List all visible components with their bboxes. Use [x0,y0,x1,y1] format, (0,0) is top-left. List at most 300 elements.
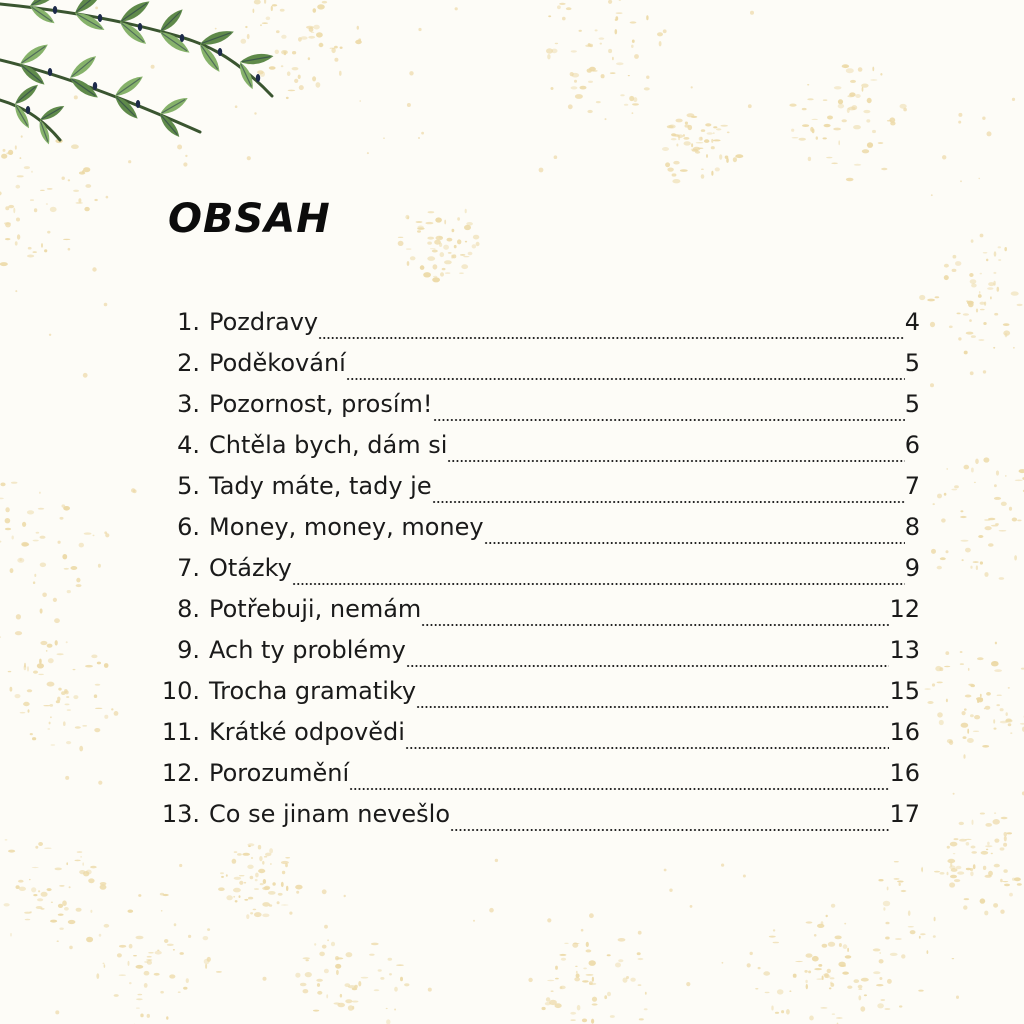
speckle [319,952,325,957]
speckle [432,277,440,282]
speckle [104,303,108,307]
speckle [586,974,594,976]
speckle [447,238,453,242]
speckle [59,928,63,930]
speckle [44,249,47,252]
speckle [244,882,246,884]
speckle [600,43,602,45]
speckle [386,1008,388,1009]
speckle [336,957,343,959]
speckle [137,994,142,996]
speckle [22,522,26,527]
speckle [545,1002,551,1005]
speckle [317,4,325,9]
speckle [969,273,973,277]
speckle [459,273,464,274]
speckle [42,593,47,598]
speckle [570,1012,576,1015]
speckle [979,178,980,179]
speckle [235,900,238,902]
speckle [999,530,1007,531]
speckle [57,653,64,655]
speckle [129,982,132,984]
speckle [591,1019,594,1024]
speckle [610,1015,615,1018]
speckle [1011,291,1019,295]
speckle [971,239,974,242]
speckle [311,32,315,33]
speckle [91,655,97,659]
speckle [417,226,423,230]
speckle [79,543,84,548]
speckle [978,294,982,298]
speckle [44,848,52,849]
speckle [316,82,321,88]
speckle [831,904,835,908]
speckle [945,651,949,655]
speckle [707,132,713,135]
speckle [251,857,253,859]
speckle [359,100,361,102]
speckle [136,998,143,1000]
speckle [966,868,971,870]
speckle [946,550,949,553]
speckle [59,885,64,886]
speckle [0,636,1,638]
speckle [84,207,89,211]
speckle [663,29,667,33]
speckle [998,259,1001,261]
speckle [580,86,587,90]
speckle [1003,323,1010,326]
speckle [1020,723,1024,725]
speckle [16,218,20,222]
speckle [47,231,50,234]
olive-leaf [112,93,141,122]
speckle [316,979,323,982]
speckle [686,982,690,986]
speckle [39,659,42,664]
toc-entry-number: 11. [161,718,200,746]
speckle [473,920,475,922]
speckle [396,964,404,966]
speckle [789,990,791,992]
speckle [934,871,940,873]
speckle [638,931,642,935]
speckle [76,908,82,912]
speckle [983,457,989,462]
speckle [971,851,977,854]
speckle [587,110,592,113]
speckle [5,518,11,523]
speckle [974,482,976,483]
toc-entry-number: 7. [177,554,200,582]
speckle [878,142,884,144]
speckle [971,335,976,338]
speckle [806,921,813,923]
speckle [104,663,109,668]
speckle [967,729,969,734]
speckle [40,563,46,568]
speckle [99,934,102,937]
speckle [814,968,822,970]
speckle [1019,469,1024,473]
speckle [33,894,37,896]
speckle [662,147,669,151]
speckle [947,872,949,876]
speckle [40,908,44,909]
toc-entry-number: 3. [177,390,200,418]
speckle [659,41,662,46]
speckle [930,322,935,327]
speckle [466,222,473,226]
speckle [596,101,601,103]
speckle [100,882,107,885]
speckle [811,119,818,120]
speckle [592,977,594,982]
speckle [887,979,892,984]
speckle [773,929,775,931]
toc-dot-leader [421,624,889,626]
speckle [73,669,76,670]
speckle [27,689,32,692]
speckle [559,954,566,956]
speckle [34,574,36,577]
speckle [840,965,847,967]
speckle [281,882,284,887]
speckle [812,129,815,134]
speckle [878,879,883,881]
speckle [873,948,881,951]
speckle [260,883,264,885]
speckle [555,43,558,44]
speckle [54,618,60,623]
speckle [19,887,26,891]
speckle [358,981,361,986]
speckle [607,954,611,956]
speckle [270,863,272,865]
speckle [47,682,55,687]
speckle [671,133,676,136]
speckle [285,857,290,858]
speckle [701,169,704,170]
speckle [50,716,52,718]
speckle [33,581,35,584]
speckle [990,296,992,299]
speckle [867,98,872,103]
speckle [557,5,561,9]
speckle [378,969,382,971]
speckle [560,986,566,990]
toc-entry-page-number: 17 [889,800,920,828]
speckle [966,842,970,846]
speckle [576,974,580,978]
speckle [389,973,392,975]
speckle [957,871,964,874]
speckle [10,568,14,573]
speckle [371,943,379,946]
speckle [38,674,44,675]
speckle [952,269,957,272]
speckle [589,981,593,985]
speckle [472,244,477,248]
speckle [994,251,997,256]
speckle [457,217,460,220]
speckle [444,220,446,225]
speckle [795,961,803,962]
toc-entry [150,349,920,390]
speckle [15,631,22,635]
speckle [234,877,241,880]
speckle [933,935,936,938]
speckle [860,1006,865,1011]
toc-entry [150,759,920,800]
speckle [62,554,67,559]
speckle [331,942,335,947]
speckle [1004,884,1010,887]
speckle [344,895,346,897]
speckle [672,173,677,176]
speckle [984,302,986,306]
speckle [575,94,583,99]
speckle [645,992,647,995]
speckle [0,191,2,196]
speckle [1012,518,1017,522]
speckle [750,11,754,15]
speckle [899,883,901,886]
speckle [985,706,991,710]
speckle [644,87,650,90]
speckle [952,958,955,959]
speckle [826,157,832,159]
speckle [850,80,856,83]
olive-leaf [17,61,47,88]
speckle [680,169,688,172]
toc-entry [150,431,920,472]
speckle [147,960,152,964]
speckle [1008,687,1010,688]
speckle [340,47,343,49]
speckle [418,137,420,139]
speckle [965,839,972,840]
speckle [975,459,979,465]
speckle [999,577,1005,580]
speckle [634,54,639,59]
speckle [692,149,699,151]
speckle [683,137,689,140]
speckle [949,865,955,869]
speckle [262,914,269,918]
speckle [95,684,101,686]
speckle [77,851,83,853]
toc-entry-page-number: 12 [889,595,920,623]
speckle [559,3,566,5]
speckle [879,977,882,980]
speckle [691,143,693,147]
speckle [374,989,380,991]
speckle [346,952,353,957]
speckle [944,666,950,667]
speckle [998,246,1001,248]
olive-branch-decoration [0,0,290,170]
speckle [993,819,1000,825]
toc-entry [150,390,920,431]
speckle [592,997,597,1002]
speckle [119,945,126,948]
speckle [953,853,956,854]
speckle [136,1008,140,1009]
speckle [254,912,262,917]
speckle [468,252,473,255]
speckle [664,869,667,872]
speckle [733,157,737,162]
speckle [677,134,683,138]
speckle [95,708,103,709]
speckle [980,561,983,564]
speckle [167,944,174,946]
speckle [555,978,559,980]
speckle [226,895,232,900]
speckle [615,963,621,968]
speckle [985,823,992,827]
toc-entry-number: 6. [177,513,200,541]
speckle [827,116,833,120]
speckle [976,697,983,700]
speckle [631,45,634,48]
speckle [46,203,48,205]
speckle [842,972,849,975]
speckle [971,468,974,473]
speckle [340,994,342,998]
olive-leaf [17,41,50,68]
speckle [183,987,187,990]
speckle [817,924,824,928]
page-title: OBSAH [168,196,331,242]
speckle [51,902,53,903]
speckle [25,919,31,921]
speckle [33,251,37,253]
speckle [646,15,648,20]
speckle [818,964,822,967]
speckle [814,934,817,937]
speckle [1015,480,1023,482]
toc-entry-title: Co se jinam nevešlo [209,800,451,828]
speckle [586,949,592,952]
toc-entry-page-number: 7 [904,472,920,500]
toc-entry-title: Pozornost, prosím! [209,390,433,418]
toc-dot-leader [484,542,905,544]
speckle [959,822,964,825]
speckle [589,913,594,918]
speckle [672,179,680,183]
toc-entry [150,718,920,759]
speckle [255,879,258,881]
speckle [313,25,319,30]
speckle [589,960,596,966]
speckle [357,26,359,30]
speckle [690,905,693,908]
speckle [982,117,985,120]
speckle [632,40,635,43]
speckle [66,741,71,744]
speckle [775,1012,779,1014]
speckle [630,978,635,982]
speckle [53,598,57,602]
speckle [866,119,870,122]
speckle [285,863,288,867]
speckle [862,87,864,92]
speckle [327,939,329,941]
speckle [5,206,9,210]
speckle [73,190,79,192]
speckle [988,518,995,520]
speckle [973,864,976,869]
toc-entry-title: Money, money, money [209,513,484,541]
speckle [719,154,722,160]
speckle [623,978,628,983]
speckle [83,373,88,378]
speckle [93,535,95,537]
speckle [820,1007,827,1008]
speckle [60,517,64,520]
speckle [50,207,57,212]
speckle [5,528,11,531]
speckle [927,299,935,302]
speckle [27,255,34,258]
speckle [409,71,413,75]
speckle [218,887,225,891]
speckle [1014,555,1017,560]
speckle [281,861,289,864]
speckle [858,985,863,989]
speckle [292,67,299,70]
speckle [43,705,50,706]
speckle [822,944,828,948]
speckle [308,57,310,60]
speckle [5,238,11,240]
speckle [673,161,679,165]
speckle [406,248,412,249]
speckle [620,94,624,96]
speckle [994,728,997,730]
speckle [388,958,393,961]
speckle [855,94,860,98]
speckle [577,1005,581,1011]
speckle [937,712,943,717]
speckle [570,1020,575,1021]
speckle [220,872,224,874]
speckle [605,118,607,120]
speckle [844,65,848,68]
toc-entry-title: Tady máte, tady je [209,472,432,500]
table-of-contents [150,308,920,841]
speckle [969,319,972,322]
speckle [174,923,177,926]
speckle [5,222,11,227]
speckle [976,309,978,313]
speckle [808,157,811,161]
speckle [11,482,18,484]
speckle [822,976,824,980]
speckle [582,980,589,982]
speckle [683,134,685,137]
speckle [144,971,150,976]
speckle [324,925,328,929]
speckle [68,920,76,924]
speckle [298,37,302,42]
speckle [899,1005,902,1007]
speckle [154,973,160,976]
